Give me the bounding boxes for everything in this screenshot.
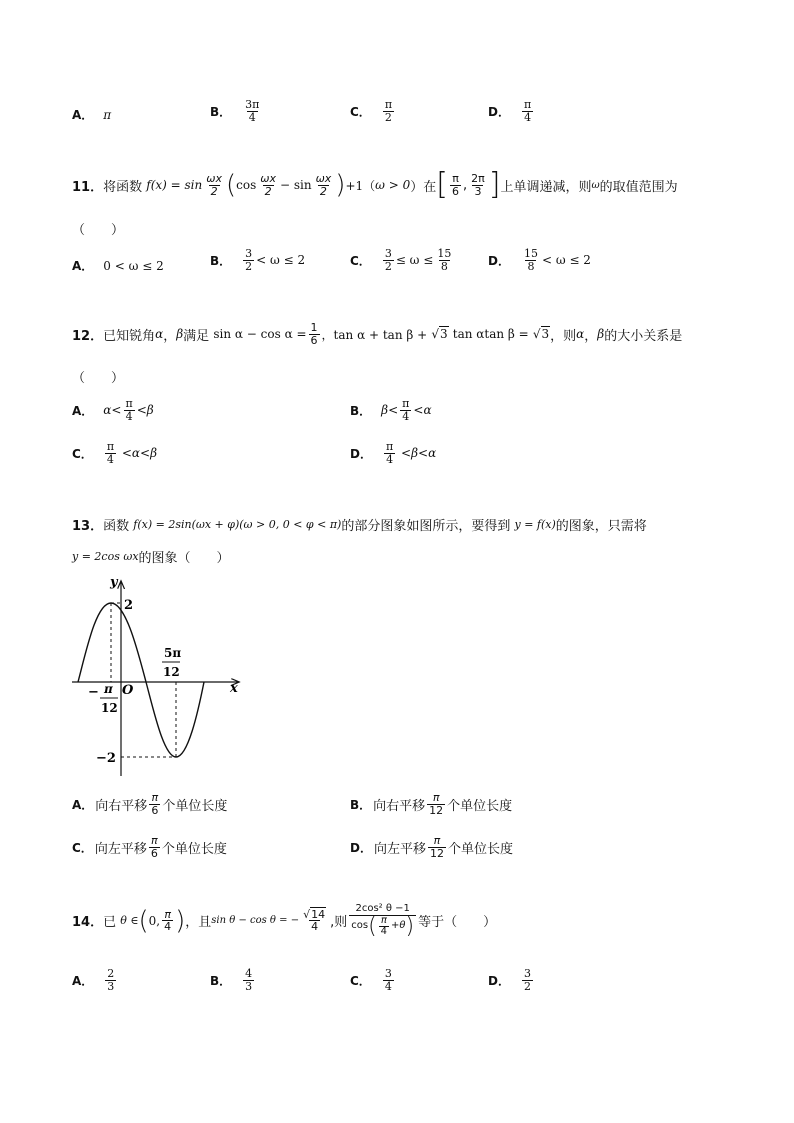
stem-text: 的大小关系是 bbox=[604, 328, 683, 344]
q13-option-b bbox=[350, 792, 512, 816]
q12-option-d bbox=[350, 441, 436, 465]
option-value: < ω ≤ 2 bbox=[541, 253, 591, 268]
math-expr: θ ∈ bbox=[120, 914, 139, 928]
frac-den: +θ bbox=[391, 920, 406, 932]
option-value: 个单位长度 bbox=[161, 841, 227, 857]
q11-option-a bbox=[72, 257, 164, 274]
option-value: π bbox=[103, 107, 112, 122]
frac-den: 2 bbox=[210, 184, 218, 198]
math-expr: ω bbox=[591, 179, 600, 191]
frac-num: 3 bbox=[384, 247, 392, 260]
option-label: B． bbox=[350, 797, 372, 812]
math-expr: +1（ bbox=[345, 178, 376, 193]
question-number: 11． bbox=[72, 179, 104, 195]
frac-den: 4 bbox=[524, 110, 532, 124]
frac-num: 3π bbox=[245, 98, 260, 111]
frac-num: π bbox=[433, 834, 441, 847]
frac-den: 2 bbox=[245, 259, 253, 273]
frac-den: 12 bbox=[429, 846, 444, 860]
stem-text: 等于（ ） bbox=[418, 915, 497, 931]
option-value: < ω ≤ 2 bbox=[256, 253, 306, 268]
frac-den: 4 bbox=[125, 409, 133, 423]
option-label: A． bbox=[72, 973, 94, 988]
math-expr: f(x) = 2sin(ωx + φ)(ω > 0, 0 < φ < π) bbox=[133, 518, 342, 531]
frac-den: 3 bbox=[474, 184, 482, 198]
option-label: A． bbox=[72, 259, 94, 273]
stem-text: 的图象，只需将 bbox=[555, 519, 647, 534]
neg-sign: − bbox=[88, 685, 99, 700]
math-expr: y = 2cos ωx bbox=[72, 550, 139, 563]
q11-option-d bbox=[488, 248, 591, 272]
stem-text: 的图象（ ） bbox=[138, 551, 230, 566]
frac-den: 4 bbox=[106, 452, 114, 466]
option-label: C． bbox=[350, 253, 371, 268]
stem-text: ， bbox=[163, 328, 177, 344]
q13-option-d bbox=[350, 835, 513, 859]
option-label: D． bbox=[488, 104, 510, 119]
frac-den: 4 bbox=[380, 926, 388, 937]
q11-option-b bbox=[210, 248, 305, 272]
option-label: A． bbox=[72, 797, 94, 812]
frac-num: ωx bbox=[260, 171, 276, 185]
frac-den: 2 bbox=[384, 110, 392, 124]
frac-den: 8 bbox=[440, 259, 448, 273]
option-label: D． bbox=[488, 973, 510, 988]
frac-den: 4 bbox=[386, 452, 394, 466]
frac-den: 4 bbox=[164, 920, 172, 934]
frac-den: 4 bbox=[311, 920, 319, 934]
answer-paren: （ ） bbox=[72, 223, 125, 238]
option-value: 向左平移 bbox=[94, 841, 147, 857]
q14-stem: 14． 已 θ ∈ ( 0, $\frac{\pi}{4}$ ) ，且 sin θ − cos θ = − $\frac{√14}{4}$ ,则 2cos² θ −1 cos ( $\frac{\pi}{4}$ +θ ) 等于（ ） bbox=[72, 903, 497, 939]
math-expr: α bbox=[155, 327, 164, 342]
stem-text: ,则 bbox=[330, 915, 348, 931]
option-value: 个单位长度 bbox=[447, 798, 513, 814]
neg-frac-den: 12 bbox=[101, 701, 118, 715]
option-value: 向右平移 bbox=[373, 798, 426, 814]
frac-den: 2 bbox=[523, 979, 531, 993]
q14-option-a bbox=[72, 968, 118, 992]
option-value: 向右平移 bbox=[95, 798, 148, 814]
question-number: 13． bbox=[72, 519, 104, 534]
option-label: C． bbox=[350, 104, 371, 119]
option-value: β< bbox=[381, 403, 399, 418]
frac-den: 8 bbox=[527, 259, 535, 273]
q12-option-b bbox=[350, 398, 432, 422]
neg-frac-num: π bbox=[104, 682, 113, 696]
q13-option-c bbox=[72, 835, 227, 859]
frac-num: ωx bbox=[315, 171, 332, 185]
option-label: C． bbox=[350, 973, 371, 988]
frac-num: π bbox=[385, 440, 394, 453]
option-value: 个单位长度 bbox=[162, 798, 228, 814]
option-label: A． bbox=[72, 108, 94, 122]
frac-den: 2 bbox=[264, 184, 272, 198]
frac-den: 3 bbox=[107, 979, 115, 993]
q11-option-c bbox=[350, 248, 455, 272]
math-expr: β bbox=[176, 327, 184, 342]
math-expr: sin α − cos α = bbox=[213, 327, 307, 342]
frac-num: π bbox=[402, 397, 410, 410]
frac-num: π bbox=[384, 98, 393, 111]
option-label: D． bbox=[350, 446, 372, 461]
question-number: 14． bbox=[72, 915, 104, 931]
option-label: D． bbox=[488, 253, 510, 268]
option-label: C． bbox=[72, 446, 93, 461]
frac-den: 6 bbox=[452, 184, 459, 198]
q12-stem: 12． 已知锐角 α ， β 满足 sin α − cos α = $\frac{1}{6}$ ，tan α + tan β + √3 tan αtan β = √3 ，则 α ， β 的大小关系是 bbox=[72, 321, 683, 347]
sine-curve bbox=[78, 603, 204, 757]
math-expr: − sin bbox=[279, 178, 312, 192]
stem-text: 将函数 bbox=[103, 179, 143, 195]
sine-graph bbox=[66, 572, 248, 780]
sqrt-radicand: 3 bbox=[439, 327, 448, 342]
stem-text: 满足 bbox=[183, 328, 210, 344]
frac-num: 15 bbox=[437, 247, 452, 260]
math-expr: y = f(x) bbox=[514, 518, 556, 531]
question-number: 12． bbox=[72, 328, 104, 344]
min-label: −2 bbox=[96, 751, 116, 766]
q10-option-d bbox=[488, 99, 535, 123]
frac-num: π bbox=[151, 791, 159, 804]
pos-frac-den: 12 bbox=[163, 665, 180, 679]
stem-text: ）在 bbox=[410, 179, 437, 195]
option-value: 0 < ω ≤ 2 bbox=[103, 258, 164, 273]
frac-num: 2 bbox=[107, 967, 115, 980]
q12-option-a bbox=[72, 398, 154, 422]
q13-stem-line2 bbox=[72, 547, 230, 566]
option-label: C． bbox=[72, 840, 93, 855]
y-axis-label: y bbox=[110, 575, 118, 590]
stem-text: 的取值范围为 bbox=[599, 179, 678, 195]
frac-den: 6 bbox=[310, 333, 318, 347]
q13-option-a bbox=[72, 792, 227, 816]
stem-text: 函数 bbox=[103, 519, 130, 534]
frac-num: 4 bbox=[245, 967, 253, 980]
origin-label: O bbox=[122, 683, 134, 698]
frac-den: 3 bbox=[245, 979, 253, 993]
option-value: 向左平移 bbox=[373, 841, 426, 857]
frac-num: 3 bbox=[245, 247, 253, 260]
q12-option-c bbox=[72, 441, 157, 465]
frac-num: π bbox=[523, 98, 532, 111]
q13-stem bbox=[72, 515, 647, 534]
option-value: <α bbox=[413, 403, 432, 418]
frac-num: π bbox=[164, 907, 171, 921]
frac-num: π bbox=[380, 914, 387, 926]
frac-num: 15 bbox=[523, 247, 538, 260]
stem-text: 已知锐角 bbox=[103, 328, 156, 344]
frac-num: 1 bbox=[310, 321, 318, 334]
option-value: ≤ ω ≤ bbox=[395, 253, 434, 268]
sqrt-radicand: 3 bbox=[541, 327, 550, 342]
frac-den: 6 bbox=[150, 846, 158, 860]
math-expr: tan αtan β = bbox=[452, 327, 529, 342]
math-expr: β bbox=[597, 327, 605, 342]
option-value: <β bbox=[136, 403, 154, 418]
stem-text: ，且 bbox=[185, 915, 212, 931]
option-label: A． bbox=[72, 403, 94, 418]
q10-option-a bbox=[72, 106, 111, 123]
frac-den: 12 bbox=[429, 803, 444, 817]
frac-num: π bbox=[125, 397, 133, 410]
frac-den: cos bbox=[351, 920, 369, 932]
stem-text: 已 bbox=[103, 915, 117, 931]
math-expr: cos bbox=[236, 178, 257, 192]
x-axis-label: x bbox=[230, 681, 238, 696]
frac-num: ωx bbox=[206, 171, 222, 185]
q14-option-c bbox=[350, 968, 396, 992]
q11-stem: 11． 将函数 f(x) = sin $\frac{\omega x}{2}$ ( cos $\frac{\omega x}{2}$ − sin $\frac{\omega x}{2}$ ) +1（ ω > 0 ）在 [ $\frac{\pi}{6}$ , $\frac{2\pi}{3}$ ] 上单调递减，则 ω 的取值范围为 bbox=[72, 167, 678, 202]
option-value: <β<α bbox=[397, 446, 437, 461]
stem-text: 的部分图象如图所示，要得到 bbox=[341, 519, 511, 534]
math-expr: sin θ − cos θ = − bbox=[211, 915, 300, 927]
frac-den: 2 bbox=[384, 259, 392, 273]
option-label: D． bbox=[350, 840, 372, 855]
q10-option-b bbox=[210, 99, 263, 123]
frac-num: π bbox=[106, 440, 115, 453]
frac-num: 2cos² θ −1 bbox=[355, 903, 410, 914]
math-expr: 0, bbox=[148, 913, 161, 928]
option-label: B． bbox=[210, 973, 232, 988]
max-label: 2 bbox=[124, 598, 134, 613]
math-expr: ω > 0 bbox=[375, 178, 411, 192]
option-label: B． bbox=[210, 253, 232, 268]
math-expr: α bbox=[576, 327, 585, 342]
frac-den: 4 bbox=[402, 409, 410, 423]
frac-num: π bbox=[432, 791, 440, 804]
stem-text: , bbox=[463, 177, 468, 193]
sqrt-radicand: 14 bbox=[311, 907, 326, 921]
frac-num: π bbox=[151, 834, 158, 847]
option-value: <α<β bbox=[118, 446, 158, 461]
pos-frac-num: 5π bbox=[164, 646, 182, 660]
answer-paren: （ ） bbox=[72, 371, 125, 386]
frac-den: 2 bbox=[319, 184, 327, 198]
frac-den: 4 bbox=[384, 979, 392, 993]
q14-option-d bbox=[488, 968, 535, 992]
option-label: B． bbox=[210, 104, 232, 119]
q14-option-b bbox=[210, 968, 256, 992]
frac-num: 2π bbox=[471, 171, 485, 185]
option-label: B． bbox=[350, 403, 372, 418]
frac-num: π bbox=[452, 171, 459, 185]
q10-option-c bbox=[350, 99, 396, 123]
stem-text: 上单调递减，则 bbox=[500, 179, 592, 195]
frac-num: 3 bbox=[523, 967, 531, 980]
frac-den: 4 bbox=[248, 110, 256, 124]
frac-den: 6 bbox=[151, 803, 159, 817]
option-value: α< bbox=[103, 403, 122, 418]
stem-text: ，则 bbox=[550, 328, 577, 344]
frac-num: 3 bbox=[384, 967, 392, 980]
option-value: 个单位长度 bbox=[447, 841, 513, 857]
math-expr: ，tan α + tan β + bbox=[321, 327, 428, 342]
stem-text: ， bbox=[584, 328, 598, 344]
math-expr: f(x) = sin bbox=[146, 178, 203, 192]
